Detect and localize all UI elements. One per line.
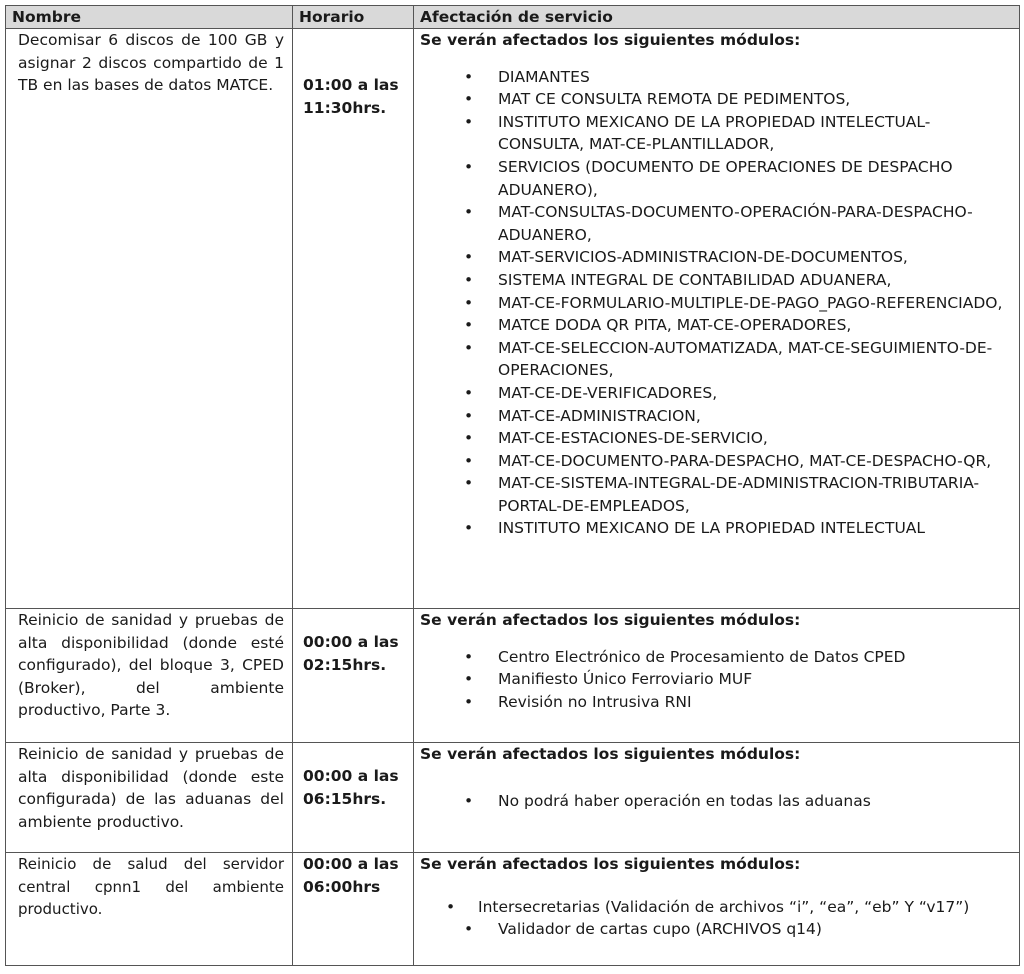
horario-end: 06:15hrs. — [303, 789, 387, 808]
table-row — [6, 609, 1020, 743]
table-row — [6, 29, 1020, 609]
list-item: • Revisión no Intrusiva RNI — [420, 691, 1013, 714]
list-item: • MAT-CE-ESTACIONES-DE-SERVICIO, — [420, 427, 1013, 450]
horario-start: 00:00 a las — [303, 633, 399, 651]
list-item: • Centro Electrónico de Procesamiento de Datos CPED — [420, 646, 1013, 669]
horario-start: 00:00 a las — [303, 855, 399, 873]
list-item: • MAT-CE-DE-VERIFICADORES, — [420, 382, 1013, 405]
row-afectacion — [414, 609, 1020, 743]
row-horario — [293, 853, 414, 966]
list-item: • MAT-CONSULTAS-DOCUMENTO-OPERACIÓN-PARA-DESPACHO-ADUANERO, — [420, 201, 1013, 246]
row-nombre: Reinicio de sanidad y pruebas de alta disponibilidad (donde este configurada) de las aduanas del ambiente productivo. — [6, 743, 293, 853]
list-item: • MAT CE CONSULTA REMOTA DE PEDIMENTOS, — [420, 88, 1013, 111]
row-horario — [293, 609, 414, 743]
module-list — [420, 790, 1013, 813]
list-item: • DIAMANTES — [420, 66, 1013, 89]
table-header-row — [6, 6, 1020, 29]
list-item: • MAT-CE-DOCUMENTO-PARA-DESPACHO, MAT-CE-DESPACHO-QR, — [420, 450, 1013, 473]
list-item: • Manifiesto Único Ferroviario MUF — [420, 668, 1013, 691]
row-afectacion — [414, 743, 1020, 853]
table-row — [6, 743, 1020, 853]
horario-start: 00:00 a las — [303, 767, 399, 785]
list-item: • MATCE DODA QR PITA, MAT-CE-OPERADORES, — [420, 314, 1013, 337]
list-item: • No podrá haber operación en todas las aduanas — [420, 790, 1013, 813]
list-item: • Validador de cartas cupo (ARCHIVOS q14) — [420, 918, 1013, 941]
list-item: • MAT-CE-ADMINISTRACION, — [420, 405, 1013, 428]
afectacion-heading: Se verán afectados los siguientes módulos: — [420, 611, 801, 629]
afectacion-heading: Se verán afectados los siguientes módulos: — [420, 745, 801, 763]
list-item: • MAT-CE-FORMULARIO-MULTIPLE-DE-PAGO_PAGO-REFERENCIADO, — [420, 292, 1013, 315]
row-nombre: Reinicio de sanidad y pruebas de alta disponibilidad (donde esté configurado), del bloque 3, CPED (Broker), del ambiente productivo, Parte 3. — [6, 609, 293, 743]
list-item: • INSTITUTO MEXICANO DE LA PROPIEDAD INTELECTUAL-CONSULTA, MAT-CE-PLANTILLADOR, — [420, 111, 1013, 156]
list-item: • MAT-CE-SELECCION-AUTOMATIZADA, MAT-CE-SEGUIMIENTO-DE-OPERACIONES, — [420, 337, 1013, 382]
horario-end: 02:15hrs. — [303, 655, 387, 674]
list-item: • INSTITUTO MEXICANO DE LA PROPIEDAD INTELECTUAL — [420, 517, 1013, 540]
list-item: • MAT-CE-SISTEMA-INTEGRAL-DE-ADMINISTRACION-TRIBUTARIA-PORTAL-DE-EMPLEADOS, — [420, 472, 1013, 517]
module-list — [420, 66, 1013, 540]
afectacion-heading: Se verán afectados los siguientes módulos: — [420, 855, 801, 873]
maintenance-table — [5, 5, 1020, 966]
row-nombre: Decomisar 6 discos de 100 GB y asignar 2 discos compartido de 1 TB en las bases de datos MATCE. — [6, 29, 293, 609]
module-list — [420, 896, 1013, 941]
row-horario — [293, 743, 414, 853]
row-horario — [293, 29, 414, 609]
afectacion-heading: Se verán afectados los siguientes módulos: — [420, 31, 801, 49]
list-item: • Intersecretarias (Validación de archivos “i”, “ea”, “eb” Y “v17”) — [420, 896, 1013, 919]
table-row — [6, 853, 1020, 966]
list-item: • SISTEMA INTEGRAL DE CONTABILIDAD ADUANERA, — [420, 269, 1013, 292]
list-item: • SERVICIOS (DOCUMENTO DE OPERACIONES DE DESPACHO ADUANERO), — [420, 156, 1013, 201]
module-list — [420, 646, 1013, 714]
row-afectacion — [414, 29, 1020, 609]
header-nombre: Nombre — [6, 6, 293, 29]
horario-start: 01:00 a las — [303, 76, 399, 94]
header-horario: Horario — [293, 6, 414, 29]
list-item: • MAT-SERVICIOS-ADMINISTRACION-DE-DOCUMENTOS, — [420, 246, 1013, 269]
horario-end: 06:00hrs — [303, 877, 381, 896]
horario-end: 11:30hrs. — [303, 98, 387, 117]
row-nombre: Reinicio de salud del servidor central cpnn1 del ambiente productivo. — [6, 853, 293, 966]
header-afectacion: Afectación de servicio — [414, 6, 1020, 29]
row-afectacion — [414, 853, 1020, 966]
